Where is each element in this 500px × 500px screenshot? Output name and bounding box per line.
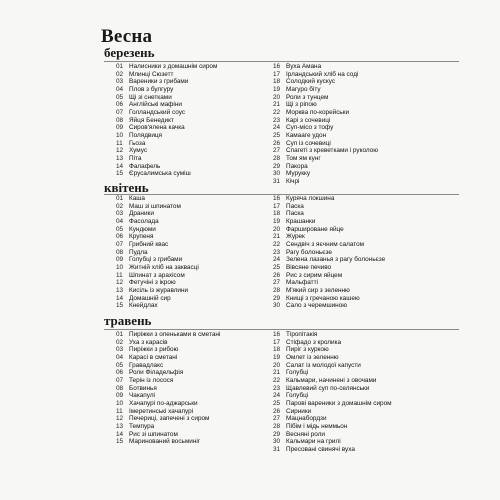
recipe-item <box>116 117 264 125</box>
recipe-item <box>116 415 264 423</box>
recipe-number: 07 <box>116 240 124 248</box>
recipe-item <box>273 203 463 211</box>
recipe-number: 30 <box>273 170 281 178</box>
recipe-list-3-right <box>273 331 463 454</box>
recipe-title: Щі з ріпою <box>286 101 317 109</box>
recipe-number: 29 <box>273 162 281 170</box>
recipe-item <box>116 155 264 163</box>
recipe-number: 03 <box>116 78 124 86</box>
recipe-number: 10 <box>116 399 124 407</box>
recipe-title: Морква по-корейськи <box>286 108 350 116</box>
recipe-title: Темпура <box>129 422 155 430</box>
recipe-item <box>116 71 264 79</box>
recipe-number: 11 <box>116 271 123 279</box>
recipe-item <box>273 431 463 439</box>
recipe-title: Весняні роли <box>286 430 325 438</box>
recipe-title: Пресовані свинячі вуха <box>286 445 355 453</box>
recipe-item <box>116 295 264 303</box>
recipe-number: 12 <box>116 415 124 423</box>
recipe-number: 06 <box>116 369 124 377</box>
recipe-title: Плов з булгуру <box>129 85 174 93</box>
recipe-number: 17 <box>273 202 281 210</box>
recipe-item <box>116 302 264 310</box>
recipe-title: Щавлевий суп по-селянськи <box>286 384 370 392</box>
recipe-title: Хумус <box>129 147 148 155</box>
recipe-title: Домашній сир <box>129 294 171 302</box>
recipe-number: 10 <box>116 263 124 271</box>
recipe-title: Сендвіч з яєчним салатом <box>286 240 365 248</box>
recipe-title: Сирники <box>286 407 312 415</box>
recipe-title: Млинці Сюзетт <box>129 70 174 78</box>
recipe-title: Зелена лазанья з рагу болоньєзе <box>286 256 386 264</box>
recipe-number: 21 <box>273 369 281 377</box>
recipe-title: Щі зі снетками <box>129 93 172 101</box>
recipe-item <box>116 400 264 408</box>
recipe-title: Піта <box>129 154 142 162</box>
recipe-number: 01 <box>116 195 124 202</box>
recipe-item <box>116 431 264 439</box>
recipe-title: Кальмари на грилі <box>286 438 341 446</box>
recipe-number: 09 <box>116 256 124 264</box>
page-title: Весна <box>101 26 153 47</box>
recipe-item <box>273 385 463 393</box>
recipe-item <box>273 295 463 303</box>
recipe-number: 02 <box>116 202 124 210</box>
recipe-title: Рис зі шпинатом <box>129 430 178 438</box>
recipe-number: 08 <box>116 384 124 392</box>
recipe-item <box>273 354 463 362</box>
recipe-title: Терін із лосося <box>129 376 174 384</box>
recipe-item <box>116 438 264 446</box>
recipe-number: 11 <box>116 407 123 415</box>
recipe-item <box>116 256 264 264</box>
recipe-number: 05 <box>116 361 124 369</box>
recipe-title: Імеретинські хачапурі <box>129 407 194 415</box>
recipe-item <box>116 385 264 393</box>
recipe-item <box>273 415 463 423</box>
recipe-number: 25 <box>273 399 281 407</box>
recipe-number: 22 <box>273 240 281 248</box>
recipe-number: 15 <box>116 170 124 178</box>
recipe-number: 20 <box>273 93 281 101</box>
recipe-item <box>273 147 463 155</box>
recipe-title: Карасі в сметані <box>129 353 178 361</box>
recipe-item <box>116 195 264 203</box>
recipe-title: Паска <box>286 210 304 218</box>
recipe-title: Фалафель <box>129 162 161 170</box>
recipe-number: 29 <box>273 430 281 438</box>
recipe-item <box>273 331 463 339</box>
recipe-title: Каша <box>129 195 145 202</box>
recipe-item <box>273 423 463 431</box>
recipe-number: 04 <box>116 85 124 93</box>
recipe-number: 26 <box>273 139 281 147</box>
recipe-number: 28 <box>273 422 281 430</box>
recipe-number: 23 <box>273 248 281 256</box>
recipe-item <box>116 140 264 148</box>
recipe-title: Хачапурі по-аджарськи <box>129 399 198 407</box>
recipe-title: Солодкий кускус <box>286 78 336 86</box>
recipe-title: Паска <box>286 202 304 210</box>
month-heading-3: травень <box>104 313 152 328</box>
recipe-number: 08 <box>116 248 124 256</box>
recipe-item <box>116 233 264 241</box>
recipe-number: 12 <box>116 147 124 155</box>
recipe-number: 13 <box>116 286 124 294</box>
recipe-number: 24 <box>273 124 281 132</box>
recipe-title: Кундюми <box>129 225 156 233</box>
recipe-number: 14 <box>116 430 124 438</box>
recipe-number: 28 <box>273 154 281 162</box>
recipe-title: Пудла <box>129 248 148 256</box>
recipe-item <box>273 226 463 234</box>
recipe-title: Пиріжки з рибою <box>129 346 179 354</box>
recipe-title: Фасолада <box>129 217 159 225</box>
month-heading-2: квітень <box>104 180 149 195</box>
recipe-number: 20 <box>273 225 281 233</box>
recipe-title: Вівсяне печиво <box>286 263 332 271</box>
recipe-title: Стіфадо з кролика <box>286 338 342 346</box>
recipe-title: Мацнабордзи <box>286 415 327 423</box>
recipe-title: Роли з тунцем <box>286 93 329 101</box>
recipe-title: Том ям кунг <box>286 154 321 162</box>
recipe-title: Крупеня <box>129 233 154 241</box>
recipe-number: 02 <box>116 338 124 346</box>
recipe-item <box>273 302 463 310</box>
recipe-number: 24 <box>273 256 281 264</box>
recipe-list-2-left <box>116 195 264 310</box>
recipe-number: 03 <box>116 346 124 354</box>
recipe-number: 14 <box>116 294 124 302</box>
recipe-number: 25 <box>273 263 281 271</box>
recipe-number: 12 <box>116 279 124 287</box>
recipe-item <box>273 210 463 218</box>
recipe-item <box>116 78 264 86</box>
recipe-title: Суп-місо з тофу <box>286 124 334 132</box>
recipe-number: 10 <box>116 131 124 139</box>
recipe-item <box>273 109 463 117</box>
recipe-item <box>116 94 264 102</box>
recipe-title: Парові вареники з домашнім сиром <box>286 399 392 407</box>
recipe-number: 30 <box>273 438 281 446</box>
recipe-title: Шпинат з арахісом <box>129 271 185 279</box>
recipe-item <box>273 71 463 79</box>
recipe-item <box>116 408 264 416</box>
recipe-title: Печериці, запечені з сиром <box>129 415 210 423</box>
recipe-title: Книщі з гречаною кашею <box>286 294 360 302</box>
recipe-item <box>116 241 264 249</box>
recipe-item <box>273 369 463 377</box>
recipe-number: 23 <box>273 384 281 392</box>
recipe-number: 31 <box>273 177 281 185</box>
recipe-item <box>273 163 463 171</box>
recipe-item <box>273 249 463 257</box>
recipe-title: Суп із сочевиці <box>286 139 331 147</box>
recipe-item <box>116 354 264 362</box>
recipe-item <box>273 279 463 287</box>
recipe-number: 19 <box>273 217 281 225</box>
recipe-title: Пиріжки з опеньками в сметані <box>129 331 221 338</box>
recipe-list-2-right <box>273 195 463 310</box>
recipe-item <box>116 346 264 354</box>
recipe-number: 19 <box>273 85 281 93</box>
recipe-list-1-left <box>116 63 264 178</box>
recipe-number: 31 <box>273 445 281 453</box>
recipe-number: 01 <box>116 63 124 70</box>
recipe-item <box>273 339 463 347</box>
recipe-item <box>273 178 463 186</box>
recipe-item <box>116 170 264 178</box>
recipe-number: 17 <box>273 70 281 78</box>
recipe-item <box>273 218 463 226</box>
recipe-item <box>273 124 463 132</box>
recipe-item <box>273 272 463 280</box>
recipe-item <box>116 147 264 155</box>
recipe-item <box>273 346 463 354</box>
recipe-number: 04 <box>116 353 124 361</box>
recipe-item <box>116 109 264 117</box>
recipe-title: Драники <box>129 210 154 218</box>
recipe-title: Голландський соус <box>129 108 186 116</box>
recipe-item <box>116 339 264 347</box>
recipe-title: Мурукку <box>286 170 311 178</box>
recipe-number: 03 <box>116 210 124 218</box>
recipe-item <box>116 86 264 94</box>
recipe-number: 20 <box>273 361 281 369</box>
recipe-number: 22 <box>273 108 281 116</box>
recipe-item <box>273 101 463 109</box>
recipe-title: Камааге удон <box>286 131 327 139</box>
recipe-number: 15 <box>116 438 124 446</box>
section-divider-3 <box>104 329 459 330</box>
recipe-item <box>116 203 264 211</box>
recipe-number: 30 <box>273 302 281 310</box>
recipe-item <box>273 408 463 416</box>
recipe-number: 06 <box>116 101 124 109</box>
recipe-title: Рагу болоньєзе <box>286 248 332 256</box>
recipe-item <box>273 446 463 454</box>
recipe-item <box>273 86 463 94</box>
recipe-title: Фетучіні з ікрою <box>129 279 176 287</box>
recipe-number: 19 <box>273 353 281 361</box>
recipe-number: 17 <box>273 338 281 346</box>
recipe-item <box>273 362 463 370</box>
recipe-number: 18 <box>273 210 281 218</box>
recipe-title: Єрусалимська суміш <box>129 170 191 178</box>
recipe-item <box>273 117 463 125</box>
recipe-title: Салат із молодої капусти <box>286 361 361 369</box>
recipe-title: Рис з сирим яйцем <box>286 271 343 279</box>
recipe-title: Голубці <box>286 392 309 400</box>
recipe-item <box>116 279 264 287</box>
recipe-item <box>116 163 264 171</box>
recipe-item <box>116 423 264 431</box>
recipe-number: 26 <box>273 407 281 415</box>
recipe-number: 21 <box>273 101 281 109</box>
recipe-title: Маш зі шпинатом <box>129 202 181 210</box>
recipe-number: 15 <box>116 302 124 310</box>
recipe-title: Налисники з домашнім сиром <box>129 63 218 70</box>
recipe-item <box>116 210 264 218</box>
recipe-item <box>116 369 264 377</box>
recipe-title: Голубці <box>286 369 309 377</box>
recipe-item <box>116 272 264 280</box>
recipe-number: 06 <box>116 233 124 241</box>
recipe-title: Вуха Амана <box>286 63 322 70</box>
recipe-title: Кнейдлах <box>129 302 158 310</box>
recipe-title: М'який сир з зеленню <box>286 286 350 294</box>
recipe-number: 18 <box>273 78 281 86</box>
recipe-number: 21 <box>273 233 281 241</box>
recipe-number: 29 <box>273 294 281 302</box>
recipe-number: 27 <box>273 147 281 155</box>
recipe-title: Омлет із зеленню <box>286 353 339 361</box>
recipe-title: Гравадлакс <box>129 361 164 369</box>
recipe-item <box>116 362 264 370</box>
recipe-item <box>273 140 463 148</box>
recipe-title: Маринований восьминіг <box>129 438 201 446</box>
recipe-title: Журек <box>286 233 305 241</box>
recipe-number: 16 <box>273 331 281 338</box>
recipe-title: Кальмари, начинені з овочами <box>286 376 377 384</box>
recipe-number: 23 <box>273 116 281 124</box>
recipe-item <box>273 63 463 71</box>
recipe-title: Фаршироване яйце <box>286 225 344 233</box>
recipe-title: Ірландський хліб на соді <box>286 70 359 78</box>
recipe-title: Сало з черемшиною <box>286 302 348 310</box>
recipe-number: 02 <box>116 70 124 78</box>
recipe-number: 13 <box>116 154 124 162</box>
recipe-title: Мальфатті <box>286 279 318 287</box>
recipe-title: Карі з сочевиці <box>286 116 331 124</box>
recipe-number: 05 <box>116 93 124 101</box>
recipe-item <box>273 256 463 264</box>
recipe-number: 09 <box>116 392 124 400</box>
recipe-title: Яйця Бенедикт <box>129 116 174 124</box>
recipe-item <box>273 392 463 400</box>
recipe-number: 24 <box>273 392 281 400</box>
recipe-item <box>116 63 264 71</box>
recipe-number: 16 <box>273 63 281 70</box>
recipe-item <box>273 438 463 446</box>
recipe-title: Куряча локшина <box>286 195 335 202</box>
recipe-title: Уха з карасів <box>129 338 168 346</box>
month-heading-1: березень <box>104 45 155 60</box>
recipe-item <box>273 233 463 241</box>
recipe-title: Англійські мафіни <box>129 101 182 109</box>
recipe-title: Кисіль із журавлини <box>129 286 189 294</box>
recipe-item <box>116 101 264 109</box>
recipe-number: 27 <box>273 279 281 287</box>
recipe-number: 18 <box>273 346 281 354</box>
recipe-item <box>273 264 463 272</box>
recipe-item <box>273 195 463 203</box>
recipe-item <box>273 94 463 102</box>
recipe-title: Роли Філадельфія <box>129 369 184 377</box>
recipe-number: 27 <box>273 415 281 423</box>
recipe-item <box>116 377 264 385</box>
recipe-item <box>116 264 264 272</box>
recipe-title: Магуро біту <box>286 85 321 93</box>
recipe-title: Сиров'ялена качка <box>129 124 185 132</box>
recipe-item <box>116 226 264 234</box>
recipe-title: Крашанки <box>286 217 316 225</box>
recipe-item <box>116 287 264 295</box>
recipe-number: 28 <box>273 286 281 294</box>
recipe-item <box>116 218 264 226</box>
recipe-item <box>116 249 264 257</box>
recipe-item <box>273 287 463 295</box>
recipe-title: Житній хліб на заквасці <box>129 263 199 271</box>
recipe-number: 13 <box>116 422 124 430</box>
recipe-number: 08 <box>116 116 124 124</box>
recipe-title: Кічрі <box>286 177 300 185</box>
recipe-item <box>273 377 463 385</box>
recipe-item <box>273 400 463 408</box>
recipe-number: 25 <box>273 131 281 139</box>
recipe-list-1-right <box>273 63 463 186</box>
recipe-number: 22 <box>273 376 281 384</box>
recipe-item <box>116 392 264 400</box>
recipe-number: 07 <box>116 376 124 384</box>
recipe-number: 01 <box>116 331 124 338</box>
recipe-title: Ботвинья <box>129 384 157 392</box>
recipe-item <box>273 155 463 163</box>
recipe-item <box>116 124 264 132</box>
recipe-title: Грибний квас <box>129 240 169 248</box>
recipe-title: Голубці з грибами <box>129 256 183 264</box>
recipe-title: Пакора <box>286 162 308 170</box>
recipe-title: Тіропітакія <box>286 331 318 338</box>
recipe-item <box>273 132 463 140</box>
recipe-title: Пиріг з куркою <box>286 346 329 354</box>
recipe-title: Вареники з грибами <box>129 78 189 86</box>
recipe-item <box>273 78 463 86</box>
section-divider-1 <box>104 61 459 62</box>
recipe-item <box>273 241 463 249</box>
recipe-title: Гьоза <box>129 139 146 147</box>
recipe-item <box>116 132 264 140</box>
recipe-number: 05 <box>116 225 124 233</box>
recipe-number: 14 <box>116 162 124 170</box>
recipe-number: 26 <box>273 271 281 279</box>
recipe-title: Пібім і мідь неммьон <box>286 422 348 430</box>
recipe-list-3-left <box>116 331 264 446</box>
recipe-title: Чакапулі <box>129 392 155 400</box>
recipe-title: Полядвиця <box>129 131 163 139</box>
recipe-item <box>116 331 264 339</box>
recipe-number: 04 <box>116 217 124 225</box>
recipe-item <box>273 170 463 178</box>
recipe-title: Спагеті з креветками і руколою <box>286 147 379 155</box>
recipe-number: 16 <box>273 195 281 202</box>
recipe-number: 09 <box>116 124 124 132</box>
recipe-number: 11 <box>116 139 123 147</box>
recipe-number: 07 <box>116 108 124 116</box>
